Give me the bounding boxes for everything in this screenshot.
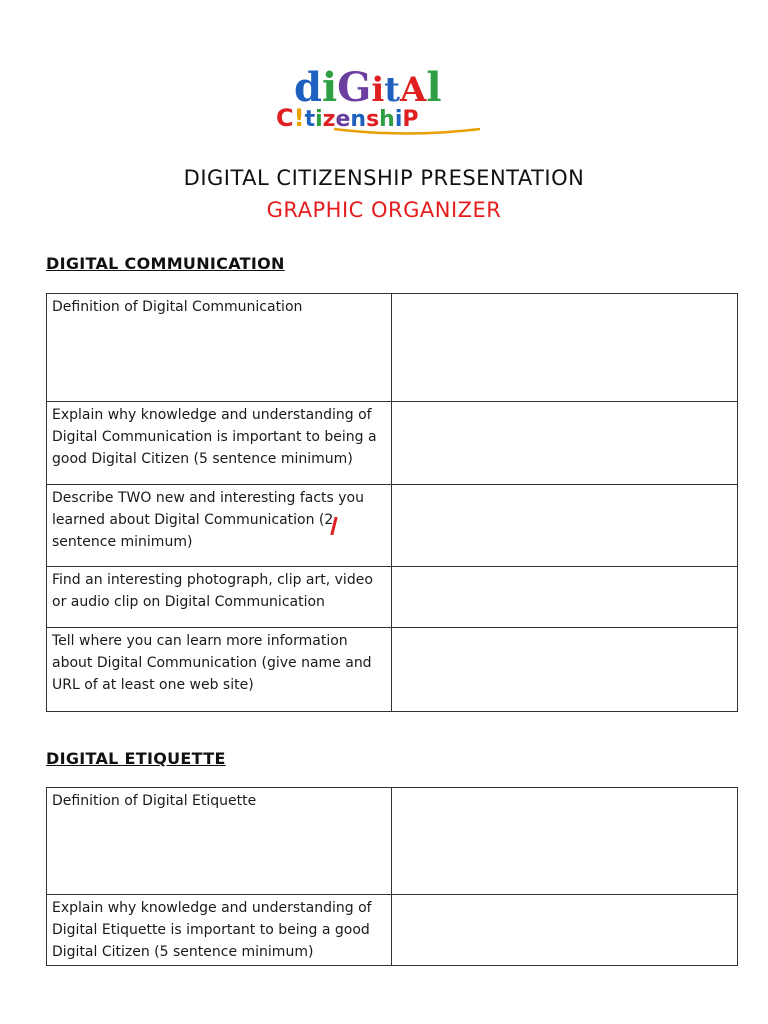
logo-letter: ! <box>293 104 305 132</box>
logo-letter: C <box>276 104 294 132</box>
page-title: DIGITAL CITIZENSHIP PRESENTATION <box>183 166 585 190</box>
prompt-text: Tell where you can learn more information about Digital Communication (give name and URL of at least one web site) <box>52 633 372 693</box>
logo-letter: z <box>322 107 336 132</box>
table-row <box>47 895 738 966</box>
page-subtitle: GRAPHIC ORGANIZER <box>266 198 502 222</box>
table-row <box>47 402 738 485</box>
logo-letter: h <box>379 107 395 132</box>
answer-cell[interactable] <box>392 788 738 895</box>
answer-cell[interactable] <box>392 294 738 402</box>
prompt-text: Definition of Digital Communication <box>52 299 303 315</box>
etiquette-organizer-table <box>46 787 738 966</box>
logo-letter: i <box>394 107 403 132</box>
prompt-cell <box>47 628 392 712</box>
prompt-text: Definition of Digital Etiquette <box>52 793 257 809</box>
section-heading-etiquette: DIGITAL ETIQUETTE <box>46 749 226 768</box>
section-heading-communication: DIGITAL COMMUNICATION <box>46 254 285 273</box>
logo-letter: t <box>384 70 400 110</box>
logo-swoosh <box>332 126 482 136</box>
table-row <box>47 628 738 712</box>
table-row <box>47 294 738 402</box>
digital-citizenship-logo <box>272 64 498 136</box>
logo-letter: s <box>366 107 380 132</box>
logo-letter: i <box>315 107 323 132</box>
logo-letter: e <box>335 107 351 132</box>
logo-letter: d <box>294 64 322 111</box>
logo-letter: l <box>426 64 442 111</box>
answer-cell[interactable] <box>392 628 738 712</box>
prompt-cell <box>47 402 392 485</box>
prompt-cell <box>47 294 392 402</box>
logo-letter: t <box>304 107 316 132</box>
prompt-cell <box>47 567 392 628</box>
logo-letter: A <box>399 70 427 110</box>
red-pen-mark <box>330 517 338 535</box>
prompt-cell <box>47 788 392 895</box>
prompt-text: Explain why knowledge and understanding of Digital Communication is important to being a good Digital Citizen (5 sentence minimum) <box>52 407 377 467</box>
answer-cell[interactable] <box>392 402 738 485</box>
table-row <box>47 567 738 628</box>
table-row <box>47 788 738 895</box>
logo-letter: i <box>371 70 385 110</box>
prompt-text: Find an interesting photograph, clip art, video or audio clip on Digital Communication <box>52 572 373 610</box>
logo-letter: G <box>337 64 372 111</box>
logo-row-digital <box>294 64 442 111</box>
answer-cell[interactable] <box>392 567 738 628</box>
answer-cell[interactable] <box>392 895 738 966</box>
communication-organizer-table <box>46 293 738 712</box>
prompt-text: Describe TWO new and interesting facts you learned about Digital Communication (2 sentence minimum) <box>52 490 364 550</box>
logo-letter: P <box>402 107 419 132</box>
table-row <box>47 485 738 567</box>
prompt-cell <box>47 485 392 567</box>
prompt-text: Explain why knowledge and understanding of Digital Etiquette is important to being a good Digital Citizen (5 sentence minimum) <box>52 900 372 960</box>
logo-letter: i <box>321 64 338 111</box>
prompt-cell <box>47 895 392 966</box>
answer-cell[interactable] <box>392 485 738 567</box>
logo-letter: n <box>350 107 367 132</box>
